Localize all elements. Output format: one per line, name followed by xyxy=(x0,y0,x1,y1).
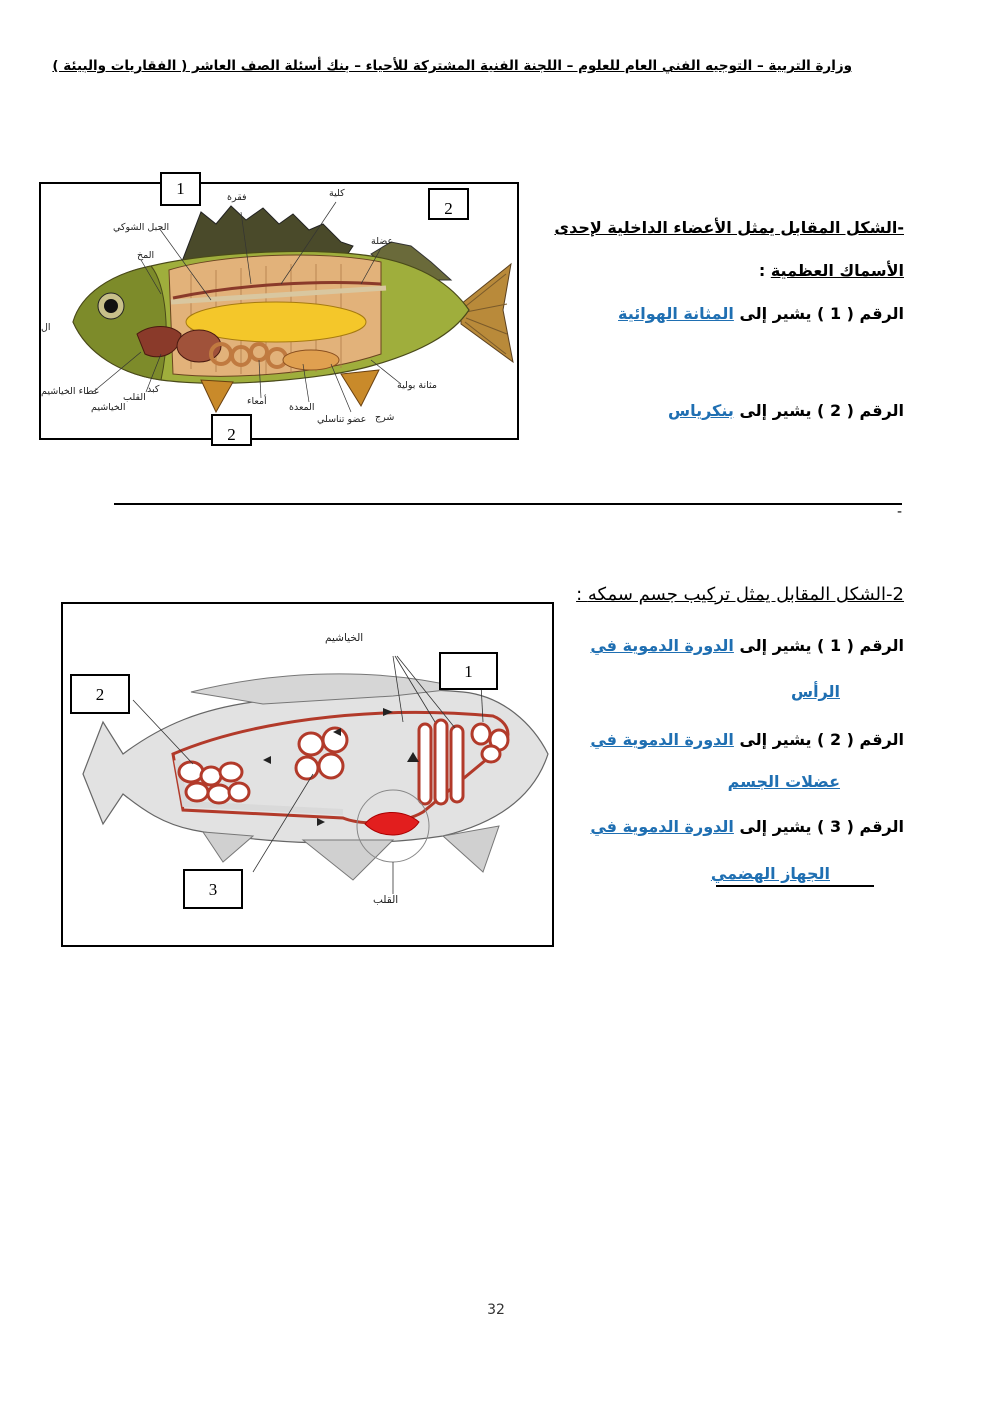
q1-title-line1: -الشكل المقابل يمثل الأعضاء الداخلية لإحدى xyxy=(554,218,904,237)
q2-number-box-2: 2 xyxy=(70,674,130,714)
page-number: 32 xyxy=(487,1302,505,1318)
q2-answer-1 xyxy=(560,636,904,655)
label-spinal-cord: الحبل الشوكي xyxy=(113,222,170,233)
q1-title-line2 xyxy=(620,261,904,280)
label-liver: كبد xyxy=(147,384,160,395)
q1-answer-1-value: المثانة الهوائية xyxy=(618,304,734,323)
q1-number-box-2-bottom: 2 xyxy=(211,414,252,446)
q2-number-box-1: 1 xyxy=(439,652,498,690)
q2-answer-3-line2 xyxy=(690,864,830,883)
q2-answer-3 xyxy=(560,817,904,836)
q2-answer-2-value-line1: الدورة الدموية في xyxy=(590,730,734,749)
q1-title-colon: : xyxy=(758,261,771,280)
q2-answer-3-prefix: الرقم ( 3 ) يشير إلى xyxy=(733,817,904,836)
label-reproductive-organ: عضو تناسلي xyxy=(317,414,367,425)
label-gills: الخياشيم xyxy=(91,402,126,413)
q2-answer-2-value-line2: عضلات الجسم xyxy=(727,772,840,791)
fish-organs-figure xyxy=(39,182,519,440)
label-cut: ال xyxy=(41,322,51,333)
q2-answer-3-underline xyxy=(716,885,874,887)
q2-answer-1-line2 xyxy=(700,682,840,701)
q1-number-box-2-top: 2 xyxy=(428,188,469,220)
label-gill-cover: غطاء الخياشيم xyxy=(41,386,99,397)
q2-number-box-3: 3 xyxy=(183,869,243,909)
q1-answer-2 xyxy=(560,401,904,420)
q2-answer-3-value-line1: الدورة الدموية في xyxy=(590,817,734,836)
q2-answer-2-prefix: الرقم ( 2 ) يشير إلى xyxy=(733,730,904,749)
q1-number-box-1: 1 xyxy=(160,172,201,206)
q2-title xyxy=(560,584,904,605)
q2-answer-1-value-line1: الدورة الدموية في xyxy=(590,636,734,655)
label-anus: شرج xyxy=(375,412,395,423)
label-heart-q2: القلب xyxy=(373,894,399,906)
q1-answer-2-prefix: الرقم ( 2 ) يشير إلى xyxy=(733,401,904,420)
page-header: وزارة التربية – التوجيه الفني العام للعلوم – اللجنة الفنية المشتركة للأحياء – بنك أسئلة الصف العاشر ( الفقاريات والبيئة ) xyxy=(52,58,852,74)
q2-answer-2 xyxy=(560,730,904,749)
section-divider xyxy=(114,503,902,505)
label-brain: المخ xyxy=(137,250,155,261)
q1-title-line2-text: الأسماك العظمية xyxy=(770,261,904,280)
q1-answer-2-value: بنكرياس xyxy=(668,401,734,420)
divider-dash: - xyxy=(897,504,903,520)
q1-answer-1 xyxy=(560,304,904,323)
label-gills-q2: الخياشيم xyxy=(325,632,364,644)
q2-answer-1-prefix: الرقم ( 1 ) يشير إلى xyxy=(733,636,904,655)
q2-answer-3-value-line2: الجهاز الهضمي xyxy=(710,864,830,883)
q1-answer-1-prefix: الرقم ( 1 ) يشير إلى xyxy=(733,304,904,323)
label-kidney: كلية xyxy=(329,188,345,199)
label-heart: القلب xyxy=(123,392,146,403)
label-stomach: المعدة xyxy=(289,402,315,413)
q2-answer-2-line2 xyxy=(700,772,840,791)
label-vertebra: فقرة xyxy=(227,192,247,203)
label-intestine: أمعاء xyxy=(247,396,267,407)
label-urinary-bladder: مثانة بولية xyxy=(397,380,438,391)
label-muscle: عضلة xyxy=(371,236,394,247)
q2-answer-1-value-line2: الرأس xyxy=(790,682,840,701)
q2-title-colon: : xyxy=(576,584,588,605)
q2-title-text: 2-الشكل المقابل يمثل تركيب جسم سمكه xyxy=(587,584,904,605)
